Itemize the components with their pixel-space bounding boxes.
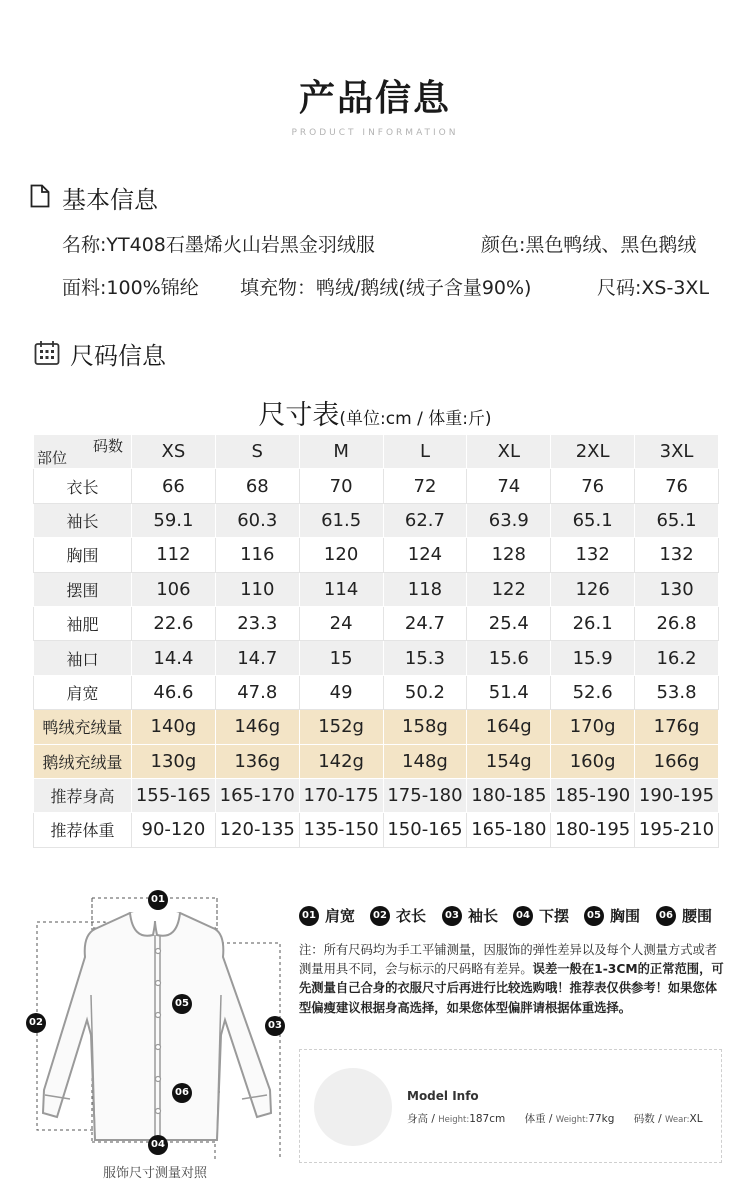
table-cell: 76 <box>635 469 719 503</box>
legend-waist <box>656 905 712 926</box>
model-height-value: 187cm <box>469 1113 506 1125</box>
table-row <box>34 813 719 847</box>
table-cell: 15.9 <box>551 641 635 675</box>
garment-measurement-diagram <box>25 885 295 1160</box>
legend-sleeve <box>442 905 498 926</box>
size-header-cell: S <box>215 435 299 469</box>
diagram-caption: 服饰尺寸测量对照 <box>102 1166 207 1181</box>
note-plain: 注：所有尺码均为手工平铺测量，因服饰的弹性差异以及每个人测量方式或者测量用具不同，会与标示的尺码略有差异。 <box>299 943 718 977</box>
product-color: 颜色:黑色鸭绒、黑色鹅绒 <box>481 234 697 256</box>
table-cell: 52.6 <box>551 675 635 709</box>
table-cell: 185-190 <box>551 778 635 812</box>
calendar-icon <box>34 340 60 366</box>
table-cell: 175-180 <box>383 778 467 812</box>
model-height-cn: 身高 / <box>407 1113 439 1125</box>
table-cell: 150-165 <box>383 813 467 847</box>
table-row <box>34 503 719 537</box>
table-cell: 50.2 <box>383 675 467 709</box>
model-weight-cn: 体重 / <box>524 1113 556 1125</box>
model-height-en: Height: <box>438 1115 470 1125</box>
row-label: 摆围 <box>34 572 132 606</box>
table-cell: 136g <box>215 744 299 778</box>
model-weight-en: Weight: <box>555 1115 589 1125</box>
table-cell: 128 <box>467 538 551 572</box>
model-wear-cn: 码数 / <box>633 1113 665 1125</box>
size-table-header-row <box>34 435 719 469</box>
model-info-details <box>407 1111 703 1126</box>
table-cell: 190-195 <box>635 778 719 812</box>
table-cell: 130g <box>132 744 216 778</box>
table-row <box>34 641 719 675</box>
marker-06: 06 <box>172 1083 192 1103</box>
table-cell: 114 <box>299 572 383 606</box>
table-cell: 68 <box>215 469 299 503</box>
table-corner-cell <box>34 435 132 469</box>
table-cell: 112 <box>132 538 216 572</box>
page-title: 产品信息 <box>298 78 451 119</box>
marker-01: 01 <box>148 890 168 910</box>
table-cell: 22.6 <box>132 606 216 640</box>
table-row <box>34 538 719 572</box>
table-cell: 23.3 <box>215 606 299 640</box>
table-cell: 154g <box>467 744 551 778</box>
table-cell: 26.8 <box>635 606 719 640</box>
model-wear-value: XL <box>689 1113 703 1125</box>
legend-num: 04 <box>513 906 533 926</box>
model-info-card <box>299 1049 722 1163</box>
table-cell: 24.7 <box>383 606 467 640</box>
row-label: 鸭绒充绒量 <box>34 710 132 744</box>
legend-num: 06 <box>656 906 676 926</box>
table-cell: 176g <box>635 710 719 744</box>
product-name: 名称:YT408石墨烯火山岩黑金羽绒服 <box>62 234 375 256</box>
table-cell: 46.6 <box>132 675 216 709</box>
table-cell: 90-120 <box>132 813 216 847</box>
model-weight-value: 77kg <box>588 1113 615 1125</box>
table-cell: 122 <box>467 572 551 606</box>
product-filling: 填充物：鸭绒/鹅绒(绒子含量90%) <box>240 277 532 299</box>
size-header-cell: XL <box>467 435 551 469</box>
size-table-unit: (单位:cm / 体重:斤) <box>339 409 492 429</box>
table-cell: 60.3 <box>215 503 299 537</box>
table-cell: 152g <box>299 710 383 744</box>
table-cell: 53.8 <box>635 675 719 709</box>
legend-num: 05 <box>584 906 604 926</box>
table-cell: 146g <box>215 710 299 744</box>
table-cell: 26.1 <box>551 606 635 640</box>
table-cell: 61.5 <box>299 503 383 537</box>
table-cell: 15 <box>299 641 383 675</box>
legend-hem <box>513 905 569 926</box>
row-label: 袖长 <box>34 503 132 537</box>
size-table-title <box>0 393 750 432</box>
row-label: 鹅绒充绒量 <box>34 744 132 778</box>
table-cell: 110 <box>215 572 299 606</box>
table-cell: 170-175 <box>299 778 383 812</box>
corner-size-label: 码数 <box>92 437 123 456</box>
note-bold: 误差一般在1-3CM的正常范围，可先测量自己合身的衣服尺寸后再进行比较选购哦！推荐表仅供参考！如果您体型偏瘦建议根据身高选择，如果您体型偏胖请根据体重选择。 <box>299 962 724 1015</box>
legend-num: 01 <box>299 906 319 926</box>
model-weight <box>525 1113 615 1125</box>
table-cell: 180-185 <box>467 778 551 812</box>
table-cell: 14.4 <box>132 641 216 675</box>
model-height <box>407 1113 505 1125</box>
legend-label: 腰围 <box>682 907 713 925</box>
table-cell: 160g <box>551 744 635 778</box>
legend-label: 袖长 <box>468 907 499 925</box>
legend-label: 胸围 <box>610 907 641 925</box>
table-cell: 62.7 <box>383 503 467 537</box>
marker-03: 03 <box>265 1016 285 1036</box>
size-header-cell: XS <box>132 435 216 469</box>
table-cell: 106 <box>132 572 216 606</box>
legend-label: 肩宽 <box>325 907 356 925</box>
size-header-cell: M <box>299 435 383 469</box>
table-cell: 118 <box>383 572 467 606</box>
table-cell: 158g <box>383 710 467 744</box>
table-cell: 25.4 <box>467 606 551 640</box>
table-row <box>34 675 719 709</box>
table-cell: 180-195 <box>551 813 635 847</box>
row-label: 袖口 <box>34 641 132 675</box>
table-cell: 164g <box>467 710 551 744</box>
table-cell: 15.6 <box>467 641 551 675</box>
product-size-range: 尺码:XS-3XL <box>597 277 710 299</box>
table-row <box>34 744 719 778</box>
table-cell: 74 <box>467 469 551 503</box>
table-cell: 49 <box>299 675 383 709</box>
table-cell: 195-210 <box>635 813 719 847</box>
table-cell: 65.1 <box>635 503 719 537</box>
table-cell: 165-170 <box>215 778 299 812</box>
table-cell: 132 <box>635 538 719 572</box>
size-header-cell: 3XL <box>635 435 719 469</box>
table-cell: 51.4 <box>467 675 551 709</box>
legend-label: 下摆 <box>539 907 570 925</box>
table-cell: 166g <box>635 744 719 778</box>
table-cell: 76 <box>551 469 635 503</box>
model-wear <box>634 1113 703 1125</box>
product-fabric: 面料:100%锦纶 <box>62 277 199 299</box>
size-table <box>33 434 719 848</box>
table-row <box>34 606 719 640</box>
model-info-title: Model Info <box>407 1089 479 1103</box>
table-cell: 72 <box>383 469 467 503</box>
table-cell: 70 <box>299 469 383 503</box>
row-label: 袖肥 <box>34 606 132 640</box>
size-info-heading: 尺码信息 <box>70 342 166 370</box>
table-cell: 126 <box>551 572 635 606</box>
row-label: 推荐身高 <box>34 778 132 812</box>
table-cell: 16.2 <box>635 641 719 675</box>
measurement-note <box>299 941 724 1018</box>
document-icon <box>30 184 50 208</box>
table-row <box>34 778 719 812</box>
table-cell: 120 <box>299 538 383 572</box>
row-label: 肩宽 <box>34 675 132 709</box>
table-cell: 116 <box>215 538 299 572</box>
size-header-cell: 2XL <box>551 435 635 469</box>
legend-shoulder <box>299 905 355 926</box>
table-cell: 148g <box>383 744 467 778</box>
table-cell: 142g <box>299 744 383 778</box>
table-cell: 132 <box>551 538 635 572</box>
table-cell: 14.7 <box>215 641 299 675</box>
table-cell: 65.1 <box>551 503 635 537</box>
model-wear-en: Wear: <box>664 1115 690 1125</box>
page-subtitle: PRODUCT INFORMATION <box>291 128 459 138</box>
table-cell: 15.3 <box>383 641 467 675</box>
legend-label: 衣长 <box>396 907 427 925</box>
marker-02: 02 <box>26 1013 46 1033</box>
marker-04: 04 <box>148 1135 168 1155</box>
model-avatar <box>314 1068 392 1146</box>
legend-num: 03 <box>442 906 462 926</box>
basic-info-heading: 基本信息 <box>62 186 158 214</box>
table-row <box>34 710 719 744</box>
table-row <box>34 469 719 503</box>
table-cell: 165-180 <box>467 813 551 847</box>
table-cell: 135-150 <box>299 813 383 847</box>
table-cell: 24 <box>299 606 383 640</box>
size-header-cell: L <box>383 435 467 469</box>
legend-num: 02 <box>370 906 390 926</box>
row-label: 推荐体重 <box>34 813 132 847</box>
corner-part-label: 部位 <box>37 449 68 468</box>
table-cell: 66 <box>132 469 216 503</box>
marker-05: 05 <box>172 994 192 1014</box>
table-cell: 155-165 <box>132 778 216 812</box>
table-cell: 130 <box>635 572 719 606</box>
table-cell: 47.8 <box>215 675 299 709</box>
legend-length <box>370 905 426 926</box>
row-label: 衣长 <box>34 469 132 503</box>
table-cell: 170g <box>551 710 635 744</box>
legend-chest <box>584 905 640 926</box>
table-cell: 120-135 <box>215 813 299 847</box>
table-row <box>34 572 719 606</box>
table-cell: 140g <box>132 710 216 744</box>
size-table-title-text: 尺寸表 <box>258 400 340 431</box>
table-cell: 59.1 <box>132 503 216 537</box>
table-cell: 124 <box>383 538 467 572</box>
table-cell: 63.9 <box>467 503 551 537</box>
row-label: 胸围 <box>34 538 132 572</box>
